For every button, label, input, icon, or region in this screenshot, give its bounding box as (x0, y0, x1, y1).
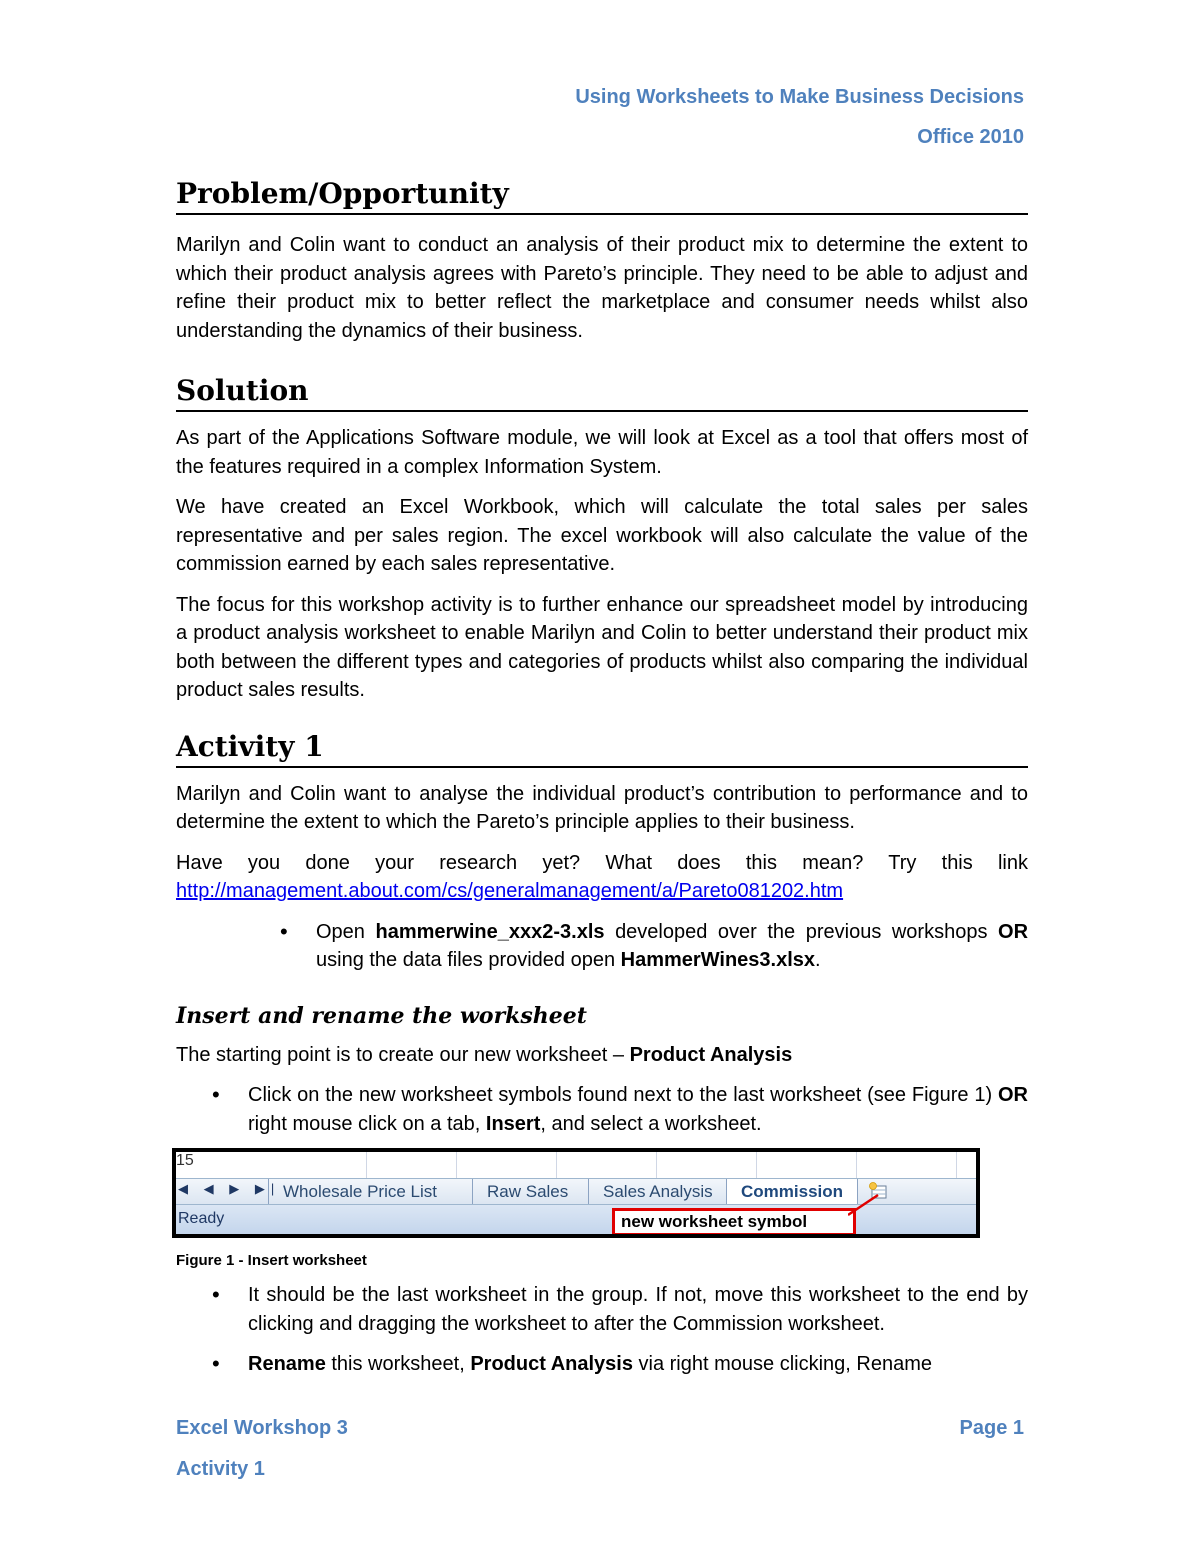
grid-cell (656, 1152, 757, 1178)
tab-wholesale-price-list[interactable]: Wholesale Price List (268, 1179, 451, 1204)
figure-caption: Figure 1 - Insert worksheet (176, 1252, 367, 1269)
list-item: • Rename this worksheet, Product Analysis via right mouse clicking, Rename (248, 1350, 1028, 1379)
list-item: • Click on the new worksheet symbols found next to the last worksheet (see Figure 1) OR right mouse click on a tab, Insert, and select a worksheet. (212, 1082, 1028, 1135)
rename-steps-list (212, 1281, 1028, 1379)
heading-problem-opportunity: Problem/Opportunity (176, 176, 1028, 215)
status-ready: Ready (178, 1210, 225, 1227)
status-bar (176, 1204, 976, 1235)
pareto-link[interactable]: http://management.about.com/cs/generalmanagement/a/Pareto081202.htm (176, 880, 844, 902)
main-content (176, 176, 1028, 1379)
callout-pointer-icon (848, 1191, 888, 1221)
tab-raw-sales[interactable]: Raw Sales (472, 1179, 582, 1204)
insert-steps-list (212, 1081, 1028, 1138)
tab-sales-analysis[interactable]: Sales Analysis (588, 1179, 727, 1204)
grid-cell (236, 1152, 367, 1178)
heading-solution: Solution (176, 373, 1028, 412)
open-file-list (280, 918, 1029, 975)
header-title: Using Worksheets to Make Business Decisions (575, 86, 1024, 108)
solution-paragraph-3: The focus for this workshop activity is to further enhance our spreadsheet model by introducing a product analysis worksheet to enable Marilyn and Colin to better understand their product mix both between the different types and categories of products whilst also comparing the individual product sales results. (176, 593, 1028, 701)
pareto-link-line (176, 877, 1028, 906)
heading-activity-1: Activity 1 (176, 729, 1028, 768)
bullet-icon: • (212, 1351, 220, 1376)
grid-cell (456, 1152, 557, 1178)
header-subtitle: Office 2010 (917, 126, 1024, 148)
heading-insert-rename: Insert and rename the worksheet (176, 1002, 587, 1029)
tab-commission[interactable]: Commission (726, 1179, 858, 1205)
research-question: Have you done your research yet? What does this mean? Try this link (176, 851, 1028, 874)
row-number: 15 (176, 1152, 194, 1169)
excel-tabs-figure (172, 1148, 980, 1238)
footer-page-number: Page 1 (959, 1417, 1024, 1439)
grid-cell (856, 1152, 957, 1178)
activity-paragraph-2 (176, 849, 1028, 878)
grid-cell (366, 1152, 457, 1178)
grid-cell (556, 1152, 657, 1178)
list-item: • It should be the last worksheet in the group. If not, move this worksheet to the end by clicking and dragging the worksheet to after the Commission worksheet. (212, 1282, 1028, 1335)
bullet-icon: • (212, 1282, 220, 1307)
problem-paragraph: Marilyn and Colin want to conduct an analysis of their product mix to determine the extent to which their product analysis agrees with Pareto’s principle. They need to be able to adjust and refine their product mix to better reflect the marketplace and consumer needs whilst also understanding the dynamics of their business. (176, 234, 1028, 342)
footer-workshop: Excel Workshop 3 (176, 1417, 348, 1439)
solution-paragraph-1: As part of the Applications Software module, we will look at Excel as a tool that offers most of the features required in a complex Information System. (176, 427, 1028, 478)
bullet-icon: • (212, 1082, 220, 1107)
activity-paragraph-1: Marilyn and Colin want to analyse the individual product’s contribution to performance and to determine the extent to which the Pareto’s principle applies to their business. (176, 782, 1028, 833)
footer-activity: Activity 1 (176, 1458, 265, 1480)
intro-paragraph: The starting point is to create our new worksheet – Product Analysis (176, 1043, 793, 1066)
callout-new-worksheet-symbol: new worksheet symbol (612, 1208, 856, 1236)
grid-cell (756, 1152, 857, 1178)
bullet-icon: • (280, 918, 288, 944)
list-item: • Open hammerwine_xxx2-3.xls developed over the previous workshops OR using the data files provided open HammerWines3.xlsx. (280, 918, 1029, 971)
sheet-grid (176, 1152, 976, 1178)
tab-scroll-arrows-icon[interactable]: ◀ ◀ ▶ ▶| (178, 1181, 281, 1196)
solution-paragraph-2: We have created an Excel Workbook, which will calculate the total sales per sales representative and per sales region. The excel workbook will also calculate the value of the commission earned by each sales representative. (176, 496, 1028, 575)
